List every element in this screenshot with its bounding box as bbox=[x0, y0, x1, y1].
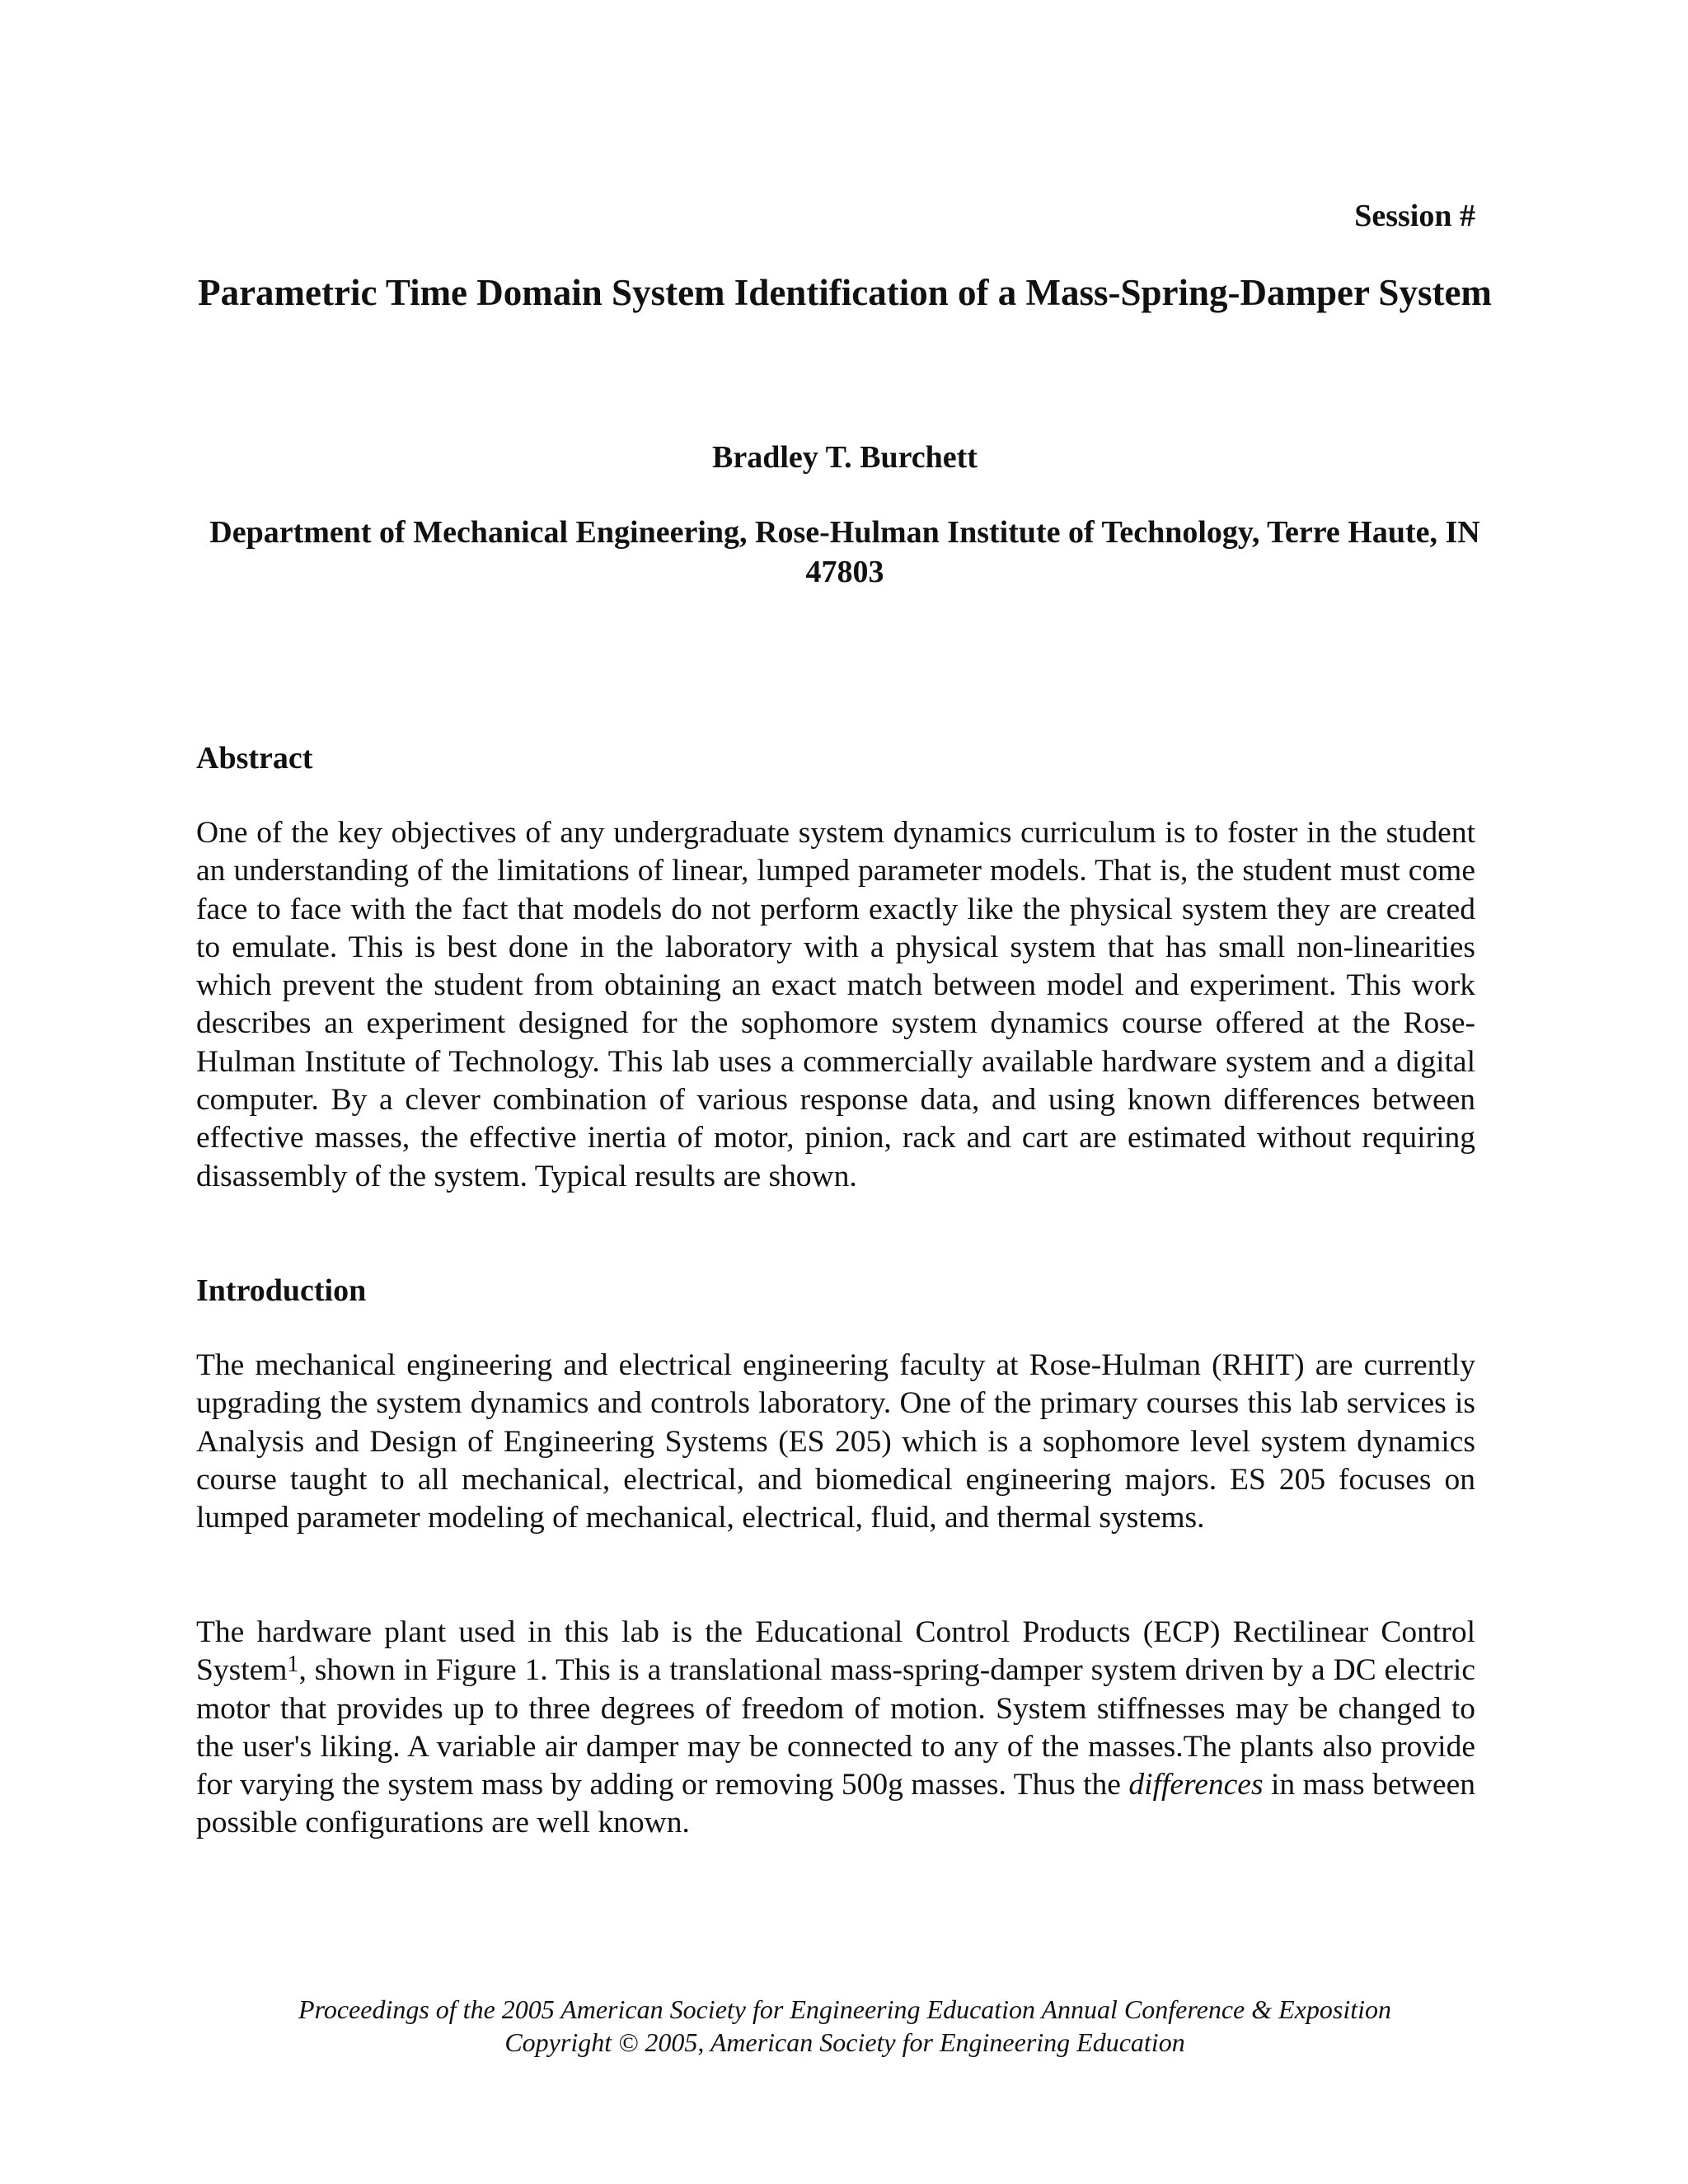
session-label: Session # bbox=[1354, 199, 1475, 233]
footer-proceedings: Proceedings of the 2005 American Society for Engineering Education Annual Conference & Exposition bbox=[298, 1994, 1391, 2024]
page-footer bbox=[190, 1993, 1500, 2059]
abstract-heading: Abstract bbox=[196, 741, 313, 776]
citation-superscript: 1 bbox=[287, 1652, 299, 1678]
footer-copyright: Copyright © 2005, American Society for Engineering Education bbox=[504, 2027, 1185, 2057]
author-affiliation: Department of Mechanical Engineering, Rose-Hulman Institute of Technology, Terre Haute, IN 47803 bbox=[209, 515, 1480, 589]
paragraph-text: The hardware plant used in this lab is the Educational Control Products (ECP) Rectilinear Control System bbox=[196, 1615, 1475, 1688]
emphasized-text: differences bbox=[1128, 1768, 1264, 1802]
introduction-heading: Introduction bbox=[196, 1273, 367, 1308]
introduction-paragraph-2 bbox=[196, 1614, 1475, 1843]
abstract-text: One of the key objectives of any undergraduate system dynamics curriculum is to foster in the student an understanding of the limitations of linear, lumped parameter models. That is, the student must come face to face with the fact that models do not perform exactly like the physical system they are created to emulate. This is best done in the laboratory with a physical system that has small non-linearities which prevent the student from obtaining an exact match between model and experiment. This work describes an experiment designed for the sophomore system dynamics course offered at the Rose-Hulman Institute of Technology. This lab uses a commercially available hardware system and a digital computer. By a clever combination of various response data, and using known differences between effective masses, the effective inertia of motor, pinion, rack and cart are estimated without requiring disassembly of the system. Typical results are shown. bbox=[196, 816, 1475, 1193]
paragraph-text: , shown in Figure 1. This is a translational mass-spring-damper system driven by a DC electric motor that provides up to three degrees of freedom of motion. System stiffnesses may be changed to the user's liking. A variable air damper may be connected to any of the masses.The plants also provide for varying the system mass by adding or removing 500g masses. Thus the bbox=[196, 1653, 1475, 1802]
paper-title: Parametric Time Domain System Identification of a Mass-Spring-Damper System bbox=[198, 272, 1492, 313]
introduction-paragraph-1: The mechanical engineering and electrical engineering faculty at Rose-Hulman (RHIT) are currently upgrading the system dynamics and controls laboratory. One of the primary courses this lab services is Analysis and Design of Engineering Systems (ES 205) which is a sophomore level system dynamics course taught to all mechanical, electrical, and biomedical engineering majors. ES 205 focuses on lumped parameter modeling of mechanical, electrical, fluid, and thermal systems. bbox=[196, 1348, 1475, 1535]
author-name: Bradley T. Burchett bbox=[712, 440, 978, 475]
paragraph-text: in mass between possible configurations are well known. bbox=[196, 1768, 1476, 1840]
